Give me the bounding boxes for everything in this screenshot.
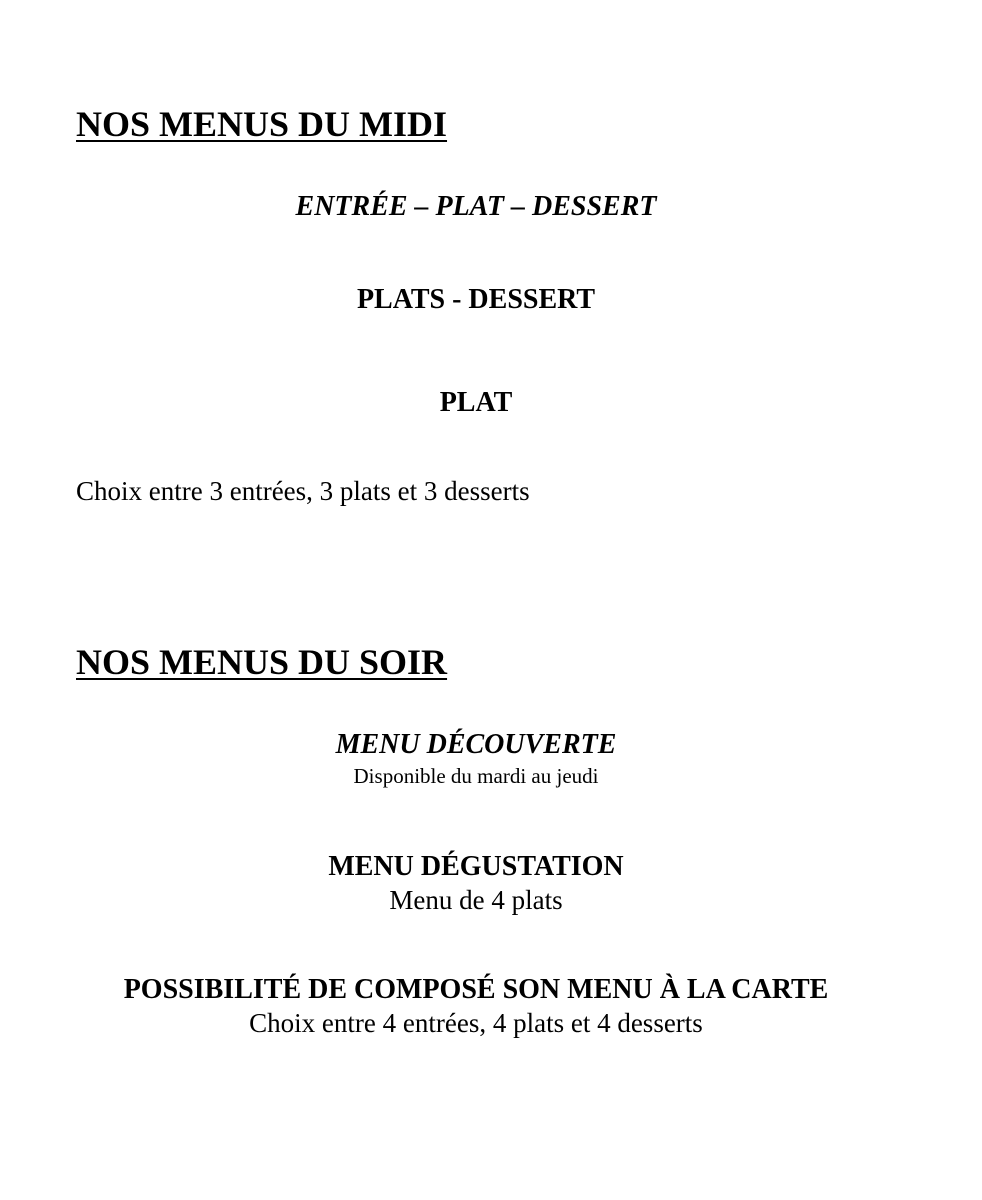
dinner-menu-detail: Disponible du mardi au jeudi: [353, 764, 599, 788]
dinner-menu-name: POSSIBILITÉ DE COMPOSÉ SON MENU À LA CARTE: [123, 974, 829, 1005]
lunch-menu-name: PLATS - DESSERT: [356, 284, 596, 315]
dinner-menu-a-la-carte: [0, 973, 952, 1039]
dinner-menu-detail: Menu de 4 plats: [389, 885, 563, 915]
dinner-menu-decouverte: [0, 728, 952, 790]
dinner-menu-name: MENU DÉGUSTATION: [328, 851, 624, 882]
lunch-menu-name: PLAT: [439, 387, 513, 418]
lunch-menu-plats-dessert: [0, 283, 952, 317]
lunch-choice-note: Choix entre 3 entrées, 3 plats et 3 desserts: [76, 476, 530, 506]
lunch-menu-entree-plat-dessert: [0, 190, 952, 224]
dinner-menu-detail: Choix entre 4 entrées, 4 plats et 4 desserts: [249, 1008, 703, 1038]
lunch-menus-title: NOS MENUS DU MIDI: [76, 104, 448, 144]
dinner-menu-name: MENU DÉCOUVERTE: [335, 729, 617, 760]
lunch-menu-plat: [0, 386, 952, 420]
lunch-menu-name: ENTRÉE – PLAT – DESSERT: [295, 191, 657, 222]
dinner-menus-title: NOS MENUS DU SOIR: [76, 642, 448, 682]
dinner-menu-degustation: [0, 850, 952, 916]
